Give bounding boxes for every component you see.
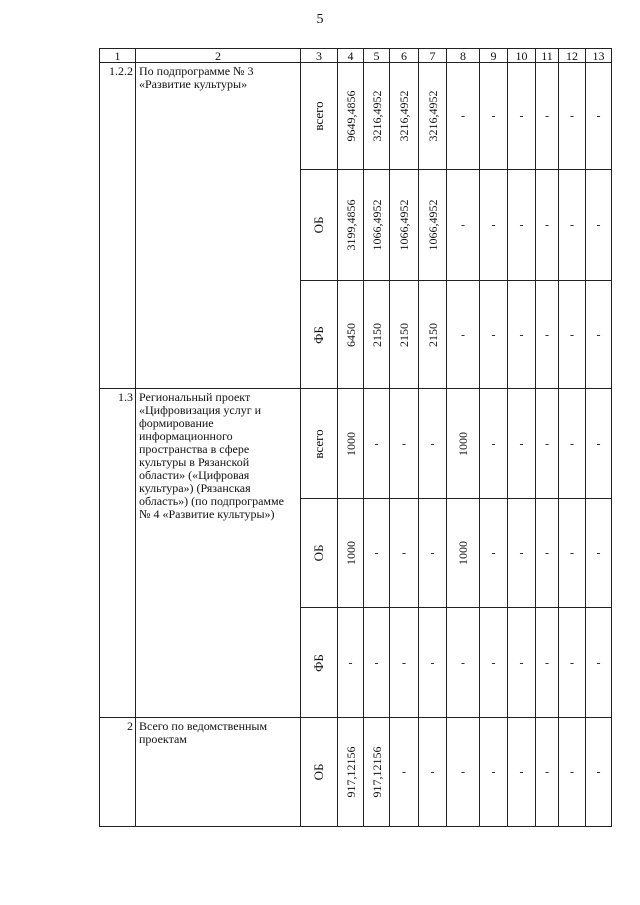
empty-value-dash: -	[461, 327, 465, 341]
value-cell	[390, 499, 419, 608]
funding-type-cell	[301, 281, 338, 389]
section-number: 2	[100, 718, 136, 827]
value-cell	[390, 608, 419, 718]
empty-value-dash: -	[374, 545, 379, 560]
empty-value-dash: -	[570, 436, 574, 450]
empty-value-dash: -	[430, 436, 435, 450]
empty-value-dash: -	[491, 436, 496, 450]
funding-type-label: всего	[311, 428, 326, 459]
value-cell	[536, 281, 559, 389]
empty-value-dash: -	[430, 655, 435, 669]
empty-value-dash: -	[491, 327, 496, 341]
empty-value-dash: -	[519, 327, 524, 341]
budget-table	[99, 48, 612, 827]
empty-value-dash: -	[596, 436, 601, 450]
empty-value-dash: -	[545, 655, 549, 669]
value-cell	[480, 608, 508, 718]
value-cell	[586, 170, 612, 281]
value-cell	[536, 499, 559, 608]
value-cell	[480, 63, 508, 170]
value-cell	[419, 608, 447, 718]
value-text: 1066,4952	[369, 199, 384, 251]
column-header: 12	[559, 49, 586, 63]
empty-value-dash: -	[519, 545, 524, 560]
empty-value-dash: -	[491, 764, 496, 779]
value-cell	[390, 718, 419, 827]
value-cell	[559, 170, 586, 281]
value-text: 1000	[456, 431, 470, 456]
value-cell	[338, 63, 364, 170]
value-cell	[508, 718, 536, 827]
funding-type-label: ОБ	[311, 216, 326, 234]
empty-value-dash: -	[545, 327, 549, 341]
value-cell	[480, 389, 508, 499]
value-cell	[480, 718, 508, 827]
funding-type-cell	[301, 718, 338, 827]
value-cell	[447, 718, 480, 827]
section-name: Региональный проект «Цифровизация услуг и формирование информационного пространства в сфере культуры в Рязанской области» («Цифровая культура») (Рязанская область») (по подпрограмме № 4 «Развитие культуры»)	[136, 389, 301, 718]
value-cell	[338, 608, 364, 718]
empty-value-dash: -	[491, 108, 496, 123]
empty-value-dash: -	[596, 655, 601, 669]
section-number: 1.3	[100, 389, 136, 718]
empty-value-dash: -	[570, 217, 574, 232]
value-cell	[419, 389, 447, 499]
value-text: 1000	[343, 431, 358, 456]
value-cell	[364, 389, 390, 499]
value-cell	[559, 281, 586, 389]
column-header: 2	[136, 49, 301, 63]
empty-value-dash: -	[596, 327, 601, 341]
column-header: 11	[536, 49, 559, 63]
value-cell	[508, 389, 536, 499]
value-text: 917,12156	[369, 746, 384, 798]
value-text: 2150	[369, 322, 384, 347]
value-cell	[536, 63, 559, 170]
funding-type-label: ФБ	[311, 325, 326, 344]
value-cell	[586, 608, 612, 718]
column-header: 9	[480, 49, 508, 63]
table-row	[100, 389, 612, 499]
column-header: 5	[364, 49, 390, 63]
value-cell	[338, 281, 364, 389]
value-cell	[559, 499, 586, 608]
value-cell	[419, 170, 447, 281]
column-header: 7	[419, 49, 447, 63]
empty-value-dash: -	[461, 655, 465, 669]
empty-value-dash: -	[596, 545, 601, 560]
column-header: 3	[301, 49, 338, 63]
value-cell	[364, 63, 390, 170]
empty-value-dash: -	[545, 436, 549, 450]
empty-value-dash: -	[570, 108, 574, 123]
value-cell	[447, 281, 480, 389]
empty-value-dash: -	[374, 436, 379, 450]
empty-value-dash: -	[545, 545, 549, 560]
empty-value-dash: -	[430, 764, 435, 779]
empty-value-dash: -	[491, 655, 496, 669]
page-number: 5	[316, 12, 324, 27]
value-cell	[419, 718, 447, 827]
value-cell	[508, 170, 536, 281]
value-cell	[447, 389, 480, 499]
value-cell	[508, 608, 536, 718]
funding-type-cell	[301, 608, 338, 718]
value-text: 1066,4952	[397, 199, 411, 251]
value-cell	[364, 170, 390, 281]
value-cell	[586, 718, 612, 827]
column-header-row	[100, 49, 612, 63]
value-text: 9649,4856	[343, 90, 358, 142]
value-cell	[447, 63, 480, 170]
empty-value-dash: -	[596, 764, 601, 779]
value-cell	[559, 608, 586, 718]
funding-type-cell	[301, 389, 338, 499]
value-cell	[536, 170, 559, 281]
value-cell	[586, 389, 612, 499]
section-name: Всего по ведомственным проектам	[136, 718, 301, 827]
value-cell	[338, 389, 364, 499]
section-name: По подпрограмме № 3 «Развитие культуры»	[136, 63, 301, 389]
value-cell	[480, 281, 508, 389]
value-text: 2150	[397, 322, 411, 347]
value-cell	[390, 281, 419, 389]
empty-value-dash: -	[491, 217, 496, 232]
value-text: 3216,4952	[369, 90, 384, 142]
value-cell	[390, 63, 419, 170]
value-text: 6450	[343, 322, 358, 347]
value-cell	[364, 281, 390, 389]
table-row	[100, 63, 612, 170]
funding-type-cell	[301, 499, 338, 608]
empty-value-dash: -	[570, 327, 574, 341]
empty-value-dash: -	[596, 217, 601, 232]
value-text: 1000	[343, 541, 358, 565]
value-cell	[559, 718, 586, 827]
empty-value-dash: -	[519, 217, 524, 232]
value-cell	[536, 608, 559, 718]
value-text: 3199,4856	[343, 199, 358, 251]
value-cell	[536, 718, 559, 827]
value-cell	[364, 718, 390, 827]
value-cell	[586, 63, 612, 170]
empty-value-dash: -	[545, 217, 549, 232]
value-cell	[508, 63, 536, 170]
column-header: 4	[338, 49, 364, 63]
column-header: 10	[508, 49, 536, 63]
value-cell	[480, 499, 508, 608]
value-cell	[480, 170, 508, 281]
value-text: 917,12156	[343, 746, 358, 798]
value-cell	[364, 499, 390, 608]
value-cell	[338, 499, 364, 608]
value-cell	[390, 170, 419, 281]
value-cell	[586, 499, 612, 608]
value-cell	[338, 170, 364, 281]
table-row	[100, 718, 612, 827]
column-header: 1	[100, 49, 136, 63]
value-cell	[390, 389, 419, 499]
value-cell	[447, 170, 480, 281]
empty-value-dash: -	[402, 655, 406, 669]
column-header: 6	[390, 49, 419, 63]
empty-value-dash: -	[374, 655, 379, 669]
funding-type-label: ОБ	[311, 544, 326, 562]
empty-value-dash: -	[519, 655, 524, 669]
value-cell	[559, 63, 586, 170]
funding-type-label: всего	[311, 101, 326, 131]
value-cell	[536, 389, 559, 499]
section-number: 1.2.2	[100, 63, 136, 389]
value-cell	[338, 718, 364, 827]
value-text: 1000	[456, 541, 470, 565]
value-cell	[419, 63, 447, 170]
empty-value-dash: -	[430, 545, 435, 560]
empty-value-dash: -	[545, 108, 549, 123]
value-cell	[508, 281, 536, 389]
value-text: 1066,4952	[425, 199, 440, 251]
empty-value-dash: -	[570, 545, 574, 560]
value-text: 2150	[425, 322, 440, 347]
empty-value-dash: -	[348, 655, 353, 669]
empty-value-dash: -	[461, 217, 465, 232]
value-cell	[586, 281, 612, 389]
funding-type-cell	[301, 170, 338, 281]
value-cell	[364, 608, 390, 718]
funding-type-label: ФБ	[311, 653, 326, 672]
empty-value-dash: -	[491, 545, 496, 560]
value-text: 3216,4952	[425, 90, 440, 142]
empty-value-dash: -	[402, 436, 406, 450]
value-cell	[559, 389, 586, 499]
value-cell	[508, 499, 536, 608]
empty-value-dash: -	[570, 764, 574, 779]
funding-type-cell	[301, 63, 338, 170]
value-cell	[447, 499, 480, 608]
value-cell	[419, 281, 447, 389]
empty-value-dash: -	[570, 655, 574, 669]
empty-value-dash: -	[461, 108, 465, 123]
funding-type-label: ОБ	[311, 763, 326, 781]
empty-value-dash: -	[461, 764, 465, 779]
value-cell	[447, 608, 480, 718]
empty-value-dash: -	[596, 108, 601, 123]
value-text: 3216,4952	[397, 90, 411, 142]
empty-value-dash: -	[519, 108, 524, 123]
empty-value-dash: -	[519, 436, 524, 450]
empty-value-dash: -	[402, 545, 406, 560]
column-header: 8	[447, 49, 480, 63]
value-cell	[419, 499, 447, 608]
column-header: 13	[586, 49, 612, 63]
empty-value-dash: -	[402, 764, 406, 779]
empty-value-dash: -	[519, 764, 524, 779]
empty-value-dash: -	[545, 764, 549, 779]
